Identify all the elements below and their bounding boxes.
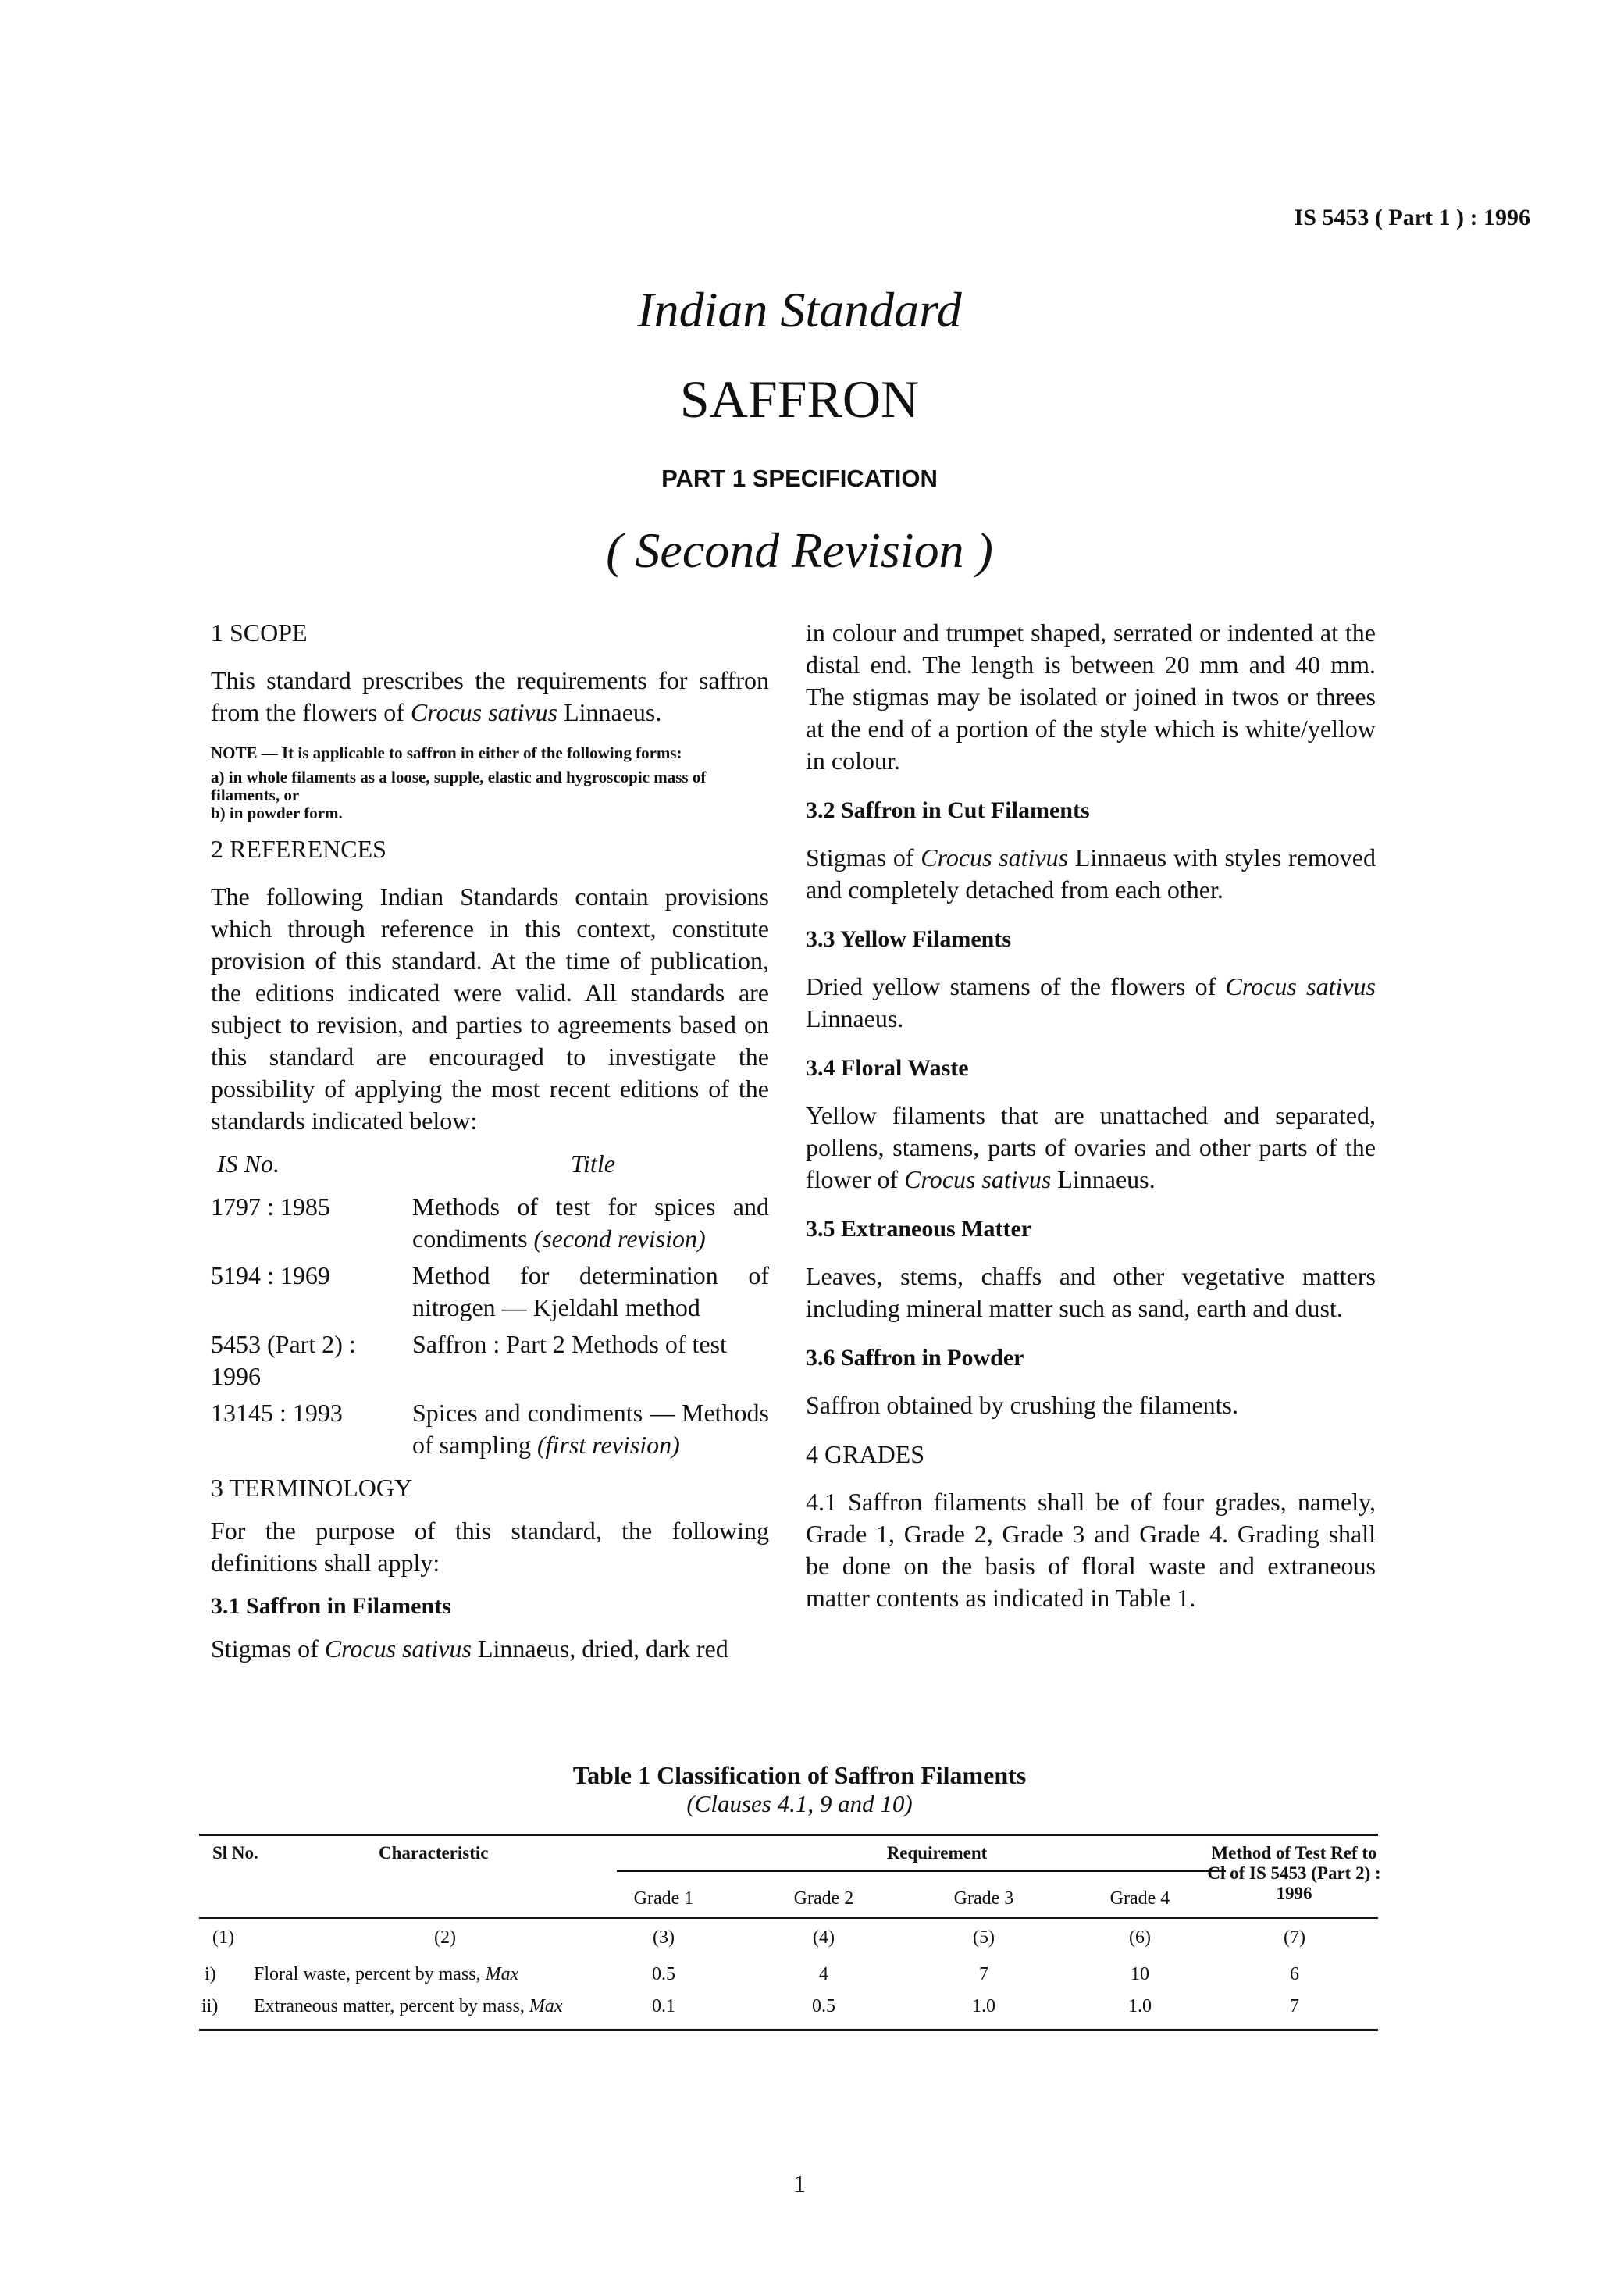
reference-title: Spices and condiments — Methods of sampling (first revision)	[412, 1399, 769, 1459]
colnum-1: (1)	[212, 1927, 234, 1948]
table-row-1-grade-2: 4	[819, 1964, 828, 1984]
reference-row	[211, 1260, 769, 1324]
col-grade-3: Grade 3	[953, 1888, 1014, 1909]
reference-number: 13145 : 1993	[211, 1399, 343, 1427]
terminology-text: For the purpose of this standard, the following definitions shall apply:	[211, 1517, 769, 1577]
col-is-no: IS No.	[217, 1150, 280, 1178]
title-revision: ( Second Revision )	[606, 522, 993, 578]
col-grade-4: Grade 4	[1109, 1888, 1170, 1909]
table-header-rule	[199, 1917, 1378, 1919]
grades-text: 4.1 Saffron filaments shall be of four grades, namely, Grade 1, Grade 2, Grade 3 and Grade 4. Grading shall be done on the basis of floral waste and extraneous matter contents as indicated in Table 1.	[806, 1488, 1376, 1612]
clause-3-1-continued: in colour and trumpet shaped, serrated or indented at the distal end. The length is between 20 mm and 40 mm. The stigmas may be isolated or joined in twos or threes at the end of a portion of the style which is white/yellow in colour.	[806, 619, 1376, 775]
page-number: 1	[793, 2169, 806, 2198]
clause-3-3-heading: 3.3 Yellow Filaments	[806, 926, 1012, 952]
requirement-brace	[617, 1870, 1226, 1883]
clause-3-5-text: Leaves, stems, chaffs and other vegetative matters including mineral matter such as sand, earth and dust.	[806, 1262, 1376, 1322]
clause-3-3-text: Dried yellow stamens of the flowers of Crocus sativus Linnaeus.	[806, 972, 1376, 1032]
scope-note-a: a) in whole filaments as a loose, supple, elastic and hygroscopic mass of filaments, or	[211, 768, 707, 804]
table-row-2-characteristic: Extraneous matter, percent by mass, Max	[254, 1996, 563, 2016]
right-column	[806, 617, 1376, 1614]
title-indian-standard: Indian Standard	[637, 282, 962, 337]
table-subtitle: (Clauses 4.1, 9 and 10)	[686, 1790, 913, 1817]
clause-3-4-heading: 3.4 Floral Waste	[806, 1055, 969, 1081]
col-grade-1: Grade 1	[633, 1888, 694, 1909]
colnum-5: (5)	[973, 1927, 995, 1948]
colnum-2: (2)	[434, 1927, 456, 1948]
references-text: The following Indian Standards contain provisions which through reference in this context, constitute provision of this standard. At the time of publication, the editions indicated were valid. All standards are subject to revision, and parties to agreements based on this standard are encouraged to investigate the possibility of applying the most recent editions of the standards indicated below:	[211, 882, 769, 1135]
col-characteristic: Characteristic	[379, 1843, 489, 1863]
col-requirement: Requirement	[886, 1843, 988, 1863]
colnum-4: (4)	[813, 1927, 835, 1948]
table-row-2-grade-1: 0.1	[652, 1996, 675, 2016]
colnum-6: (6)	[1129, 1927, 1151, 1948]
reference-title: Method for determination of nitrogen — Kjeldahl method	[412, 1261, 769, 1321]
reference-row	[211, 1397, 769, 1461]
table-row-1-characteristic: Floral waste, percent by mass, Max	[254, 1964, 519, 1984]
scope-note: NOTE — It is applicable to saffron in either of the following forms:	[211, 743, 682, 762]
clause-3-5-heading: 3.5 Extraneous Matter	[806, 1216, 1032, 1242]
terminology-heading: 3 TERMINOLOGY	[211, 1474, 413, 1502]
clause-3-1-text: Stigmas of Crocus sativus Linnaeus, dried, dark red	[211, 1635, 728, 1663]
table-title: Table 1 Classification of Saffron Filaments	[572, 1761, 1027, 1789]
table-bottom-rule	[199, 2029, 1378, 2031]
title-part: PART 1 SPECIFICATION	[661, 465, 938, 492]
table-row-2-sl: ii)	[201, 1996, 219, 2016]
clause-3-6-heading: 3.6 Saffron in Powder	[806, 1345, 1024, 1371]
col-title: Title	[571, 1150, 615, 1178]
references-heading: 2 REFERENCES	[211, 835, 386, 863]
table-top-rule	[199, 1834, 1378, 1836]
document-code: IS 5453 ( Part 1 ) : 1996	[1294, 205, 1530, 230]
reference-row	[211, 1328, 769, 1392]
col-sl-no: Sl No.	[212, 1843, 258, 1863]
clause-3-6-text: Saffron obtained by crushing the filaments.	[806, 1391, 1238, 1419]
left-column	[211, 617, 769, 1665]
table-row-2-grade-2: 0.5	[812, 1996, 835, 2016]
table-row-2-grade-4: 1.0	[1128, 1996, 1152, 2016]
reference-title: Saffron : Part 2 Methods of test	[412, 1330, 727, 1358]
scope-heading: 1 SCOPE	[211, 619, 308, 647]
clause-3-1-heading: 3.1 Saffron in Filaments	[211, 1593, 451, 1619]
reference-number: 5194 : 1969	[211, 1261, 330, 1289]
table-row-2-grade-3: 1.0	[972, 1996, 995, 2016]
table-row-1-grade-4: 10	[1131, 1964, 1149, 1984]
reference-number: 5453 (Part 2) : 1996	[211, 1330, 356, 1390]
colnum-7: (7)	[1284, 1927, 1305, 1948]
clause-3-2-heading: 3.2 Saffron in Cut Filaments	[806, 797, 1090, 823]
clause-3-2-text: Stigmas of Crocus sativus Linnaeus with styles removed and completely detached from each other.	[806, 843, 1376, 904]
table-row-1-grade-1: 0.5	[652, 1964, 675, 1984]
table-row-2-method: 7	[1290, 1996, 1299, 2016]
reference-title: Methods of test for spices and condiments (second revision)	[412, 1193, 769, 1253]
title-saffron: SAFFRON	[679, 369, 920, 429]
table-row-1-grade-3: 7	[979, 1964, 988, 1984]
colnum-3: (3)	[653, 1927, 675, 1948]
col-method-of-test: Method of Test Ref to Cl of IS 5453 (Part 2) : 1996	[1207, 1843, 1381, 1903]
scope-text: This standard prescribes the requirements for saffron from the flowers of Crocus sativus Linnaeus.	[211, 666, 769, 726]
references-header	[211, 1148, 769, 1180]
grades-heading: 4 GRADES	[806, 1440, 925, 1468]
scope-note-b: b) in powder form.	[211, 804, 343, 822]
reference-number: 1797 : 1985	[211, 1193, 330, 1221]
clause-3-4-text: Yellow filaments that are unattached and separated, pollens, stamens, parts of ovaries and other parts of the flower of Crocus sativus Linnaeus.	[806, 1101, 1376, 1193]
table-row-1-method: 6	[1290, 1964, 1299, 1984]
reference-row	[211, 1191, 769, 1255]
col-grade-2: Grade 2	[793, 1888, 854, 1909]
table-row-1-sl: i)	[205, 1964, 216, 1984]
